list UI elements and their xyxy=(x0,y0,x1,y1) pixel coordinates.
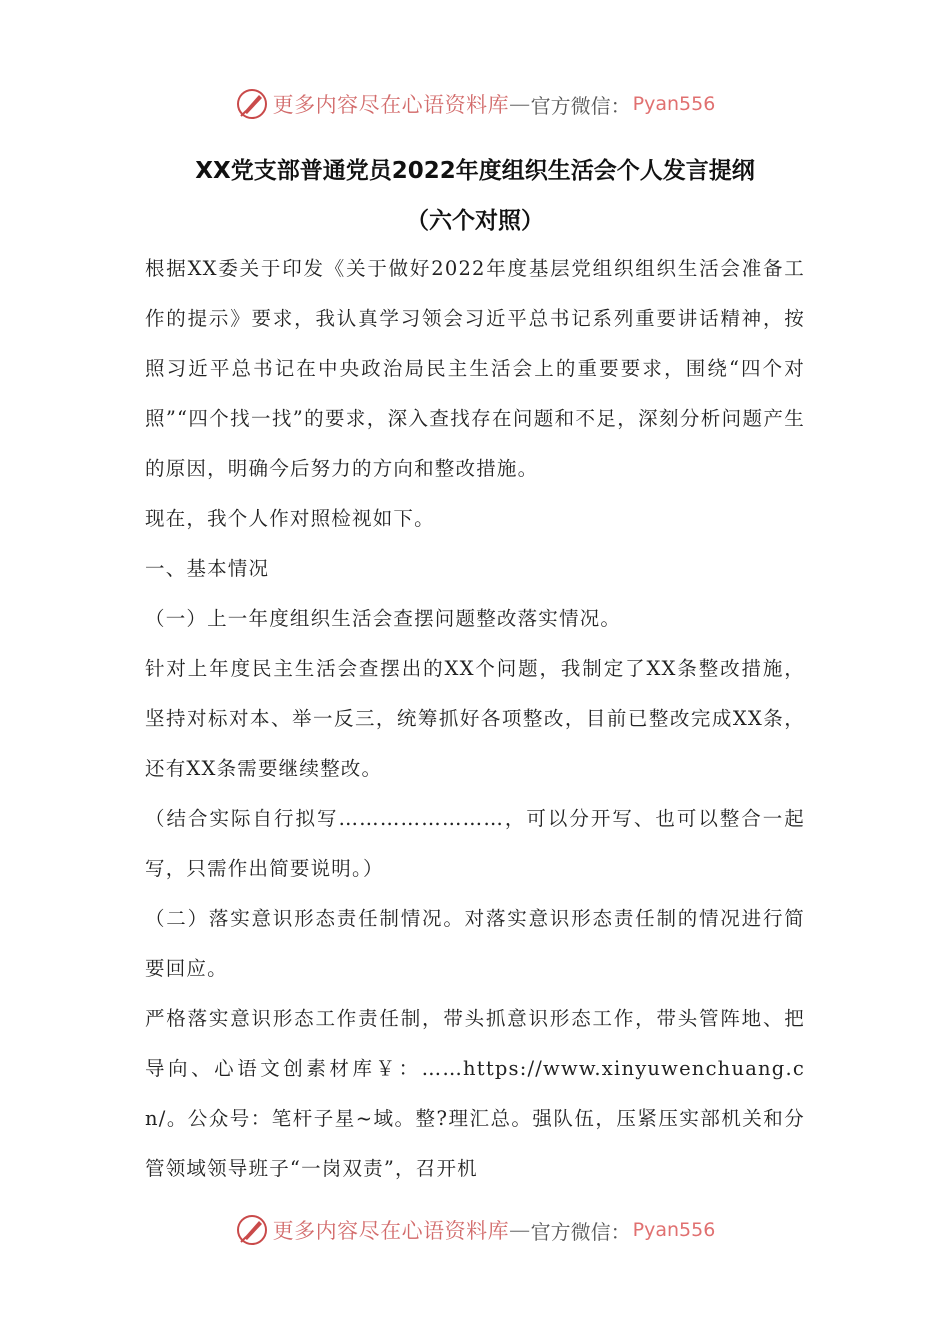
paragraph-now: 现在，我个人作对照检视如下。 xyxy=(145,507,435,530)
section-heading-basic: 一、基本情况 xyxy=(145,557,270,580)
document-subtitle: （六个对照） xyxy=(406,208,544,234)
paragraph-rectification: 针对上年度民主生活会查摆出的XX个问题，我制定了XX条整改措施，坚持对标对本、举一反三，统筹抓好各项整改，目前已整改完成XX条，还有XX条需要继续整改。 xyxy=(145,657,805,780)
banner-separator: — xyxy=(509,1218,531,1242)
subsection-heading-2: （二）落实意识形态责任制情况。对落实意识形态责任制的情况进行简要回应。 xyxy=(145,907,805,980)
quill-seal-icon xyxy=(235,87,269,121)
banner-wechat-id: Pyan556 xyxy=(632,93,716,115)
paragraph-ideology: 严格落实意识形态工作责任制，带头抓意识形态工作，带头管阵地、把导向、心语文创素材库￥：……https://www.xinyuwenchuang.cn/。公众号：笔杆子星~域。整?理汇总。强队伍，压紧压实部机关和分管领域领导班子“一岗双责”，召开机 xyxy=(145,1007,805,1180)
paragraph-note: （结合实际自行拟写……………………，可以分开写、也可以整合一起写，只需作出简要说明。） xyxy=(145,807,805,880)
banner-wechat-id: Pyan556 xyxy=(632,1219,716,1241)
banner-detail-label: 官方微信： xyxy=(530,93,631,118)
subsection-heading-1: （一）上一年度组织生活会查摆问题整改落实情况。 xyxy=(145,607,622,630)
banner-main-text: 更多内容尽在心语资料库 xyxy=(272,93,510,117)
document-title: XX党支部普通党员2022年度组织生活会个人发言提纲 xyxy=(195,158,755,184)
paragraph-intro: 根据XX委关于印发《关于做好2022年度基层党组织组织生活会准备工作的提示》要求，我认真学习领会习近平总书记系列重要讲话精神，按照习近平总书记在中央政治局民主生活会上的重要要求，围绕“四个对照”“四个找一找”的要求，深入查找存在问题和不足，深刻分析问题产生的原因，明确今后努力的方向和整改措施。 xyxy=(145,257,805,480)
banner-main-text: 更多内容尽在心语资料库 xyxy=(272,1219,510,1243)
header-watermark-banner xyxy=(0,82,950,126)
footer-watermark-banner xyxy=(0,1208,950,1252)
banner-detail-label: 官方微信： xyxy=(530,1219,631,1244)
quill-seal-icon xyxy=(235,1213,269,1247)
banner-separator: — xyxy=(509,92,531,116)
